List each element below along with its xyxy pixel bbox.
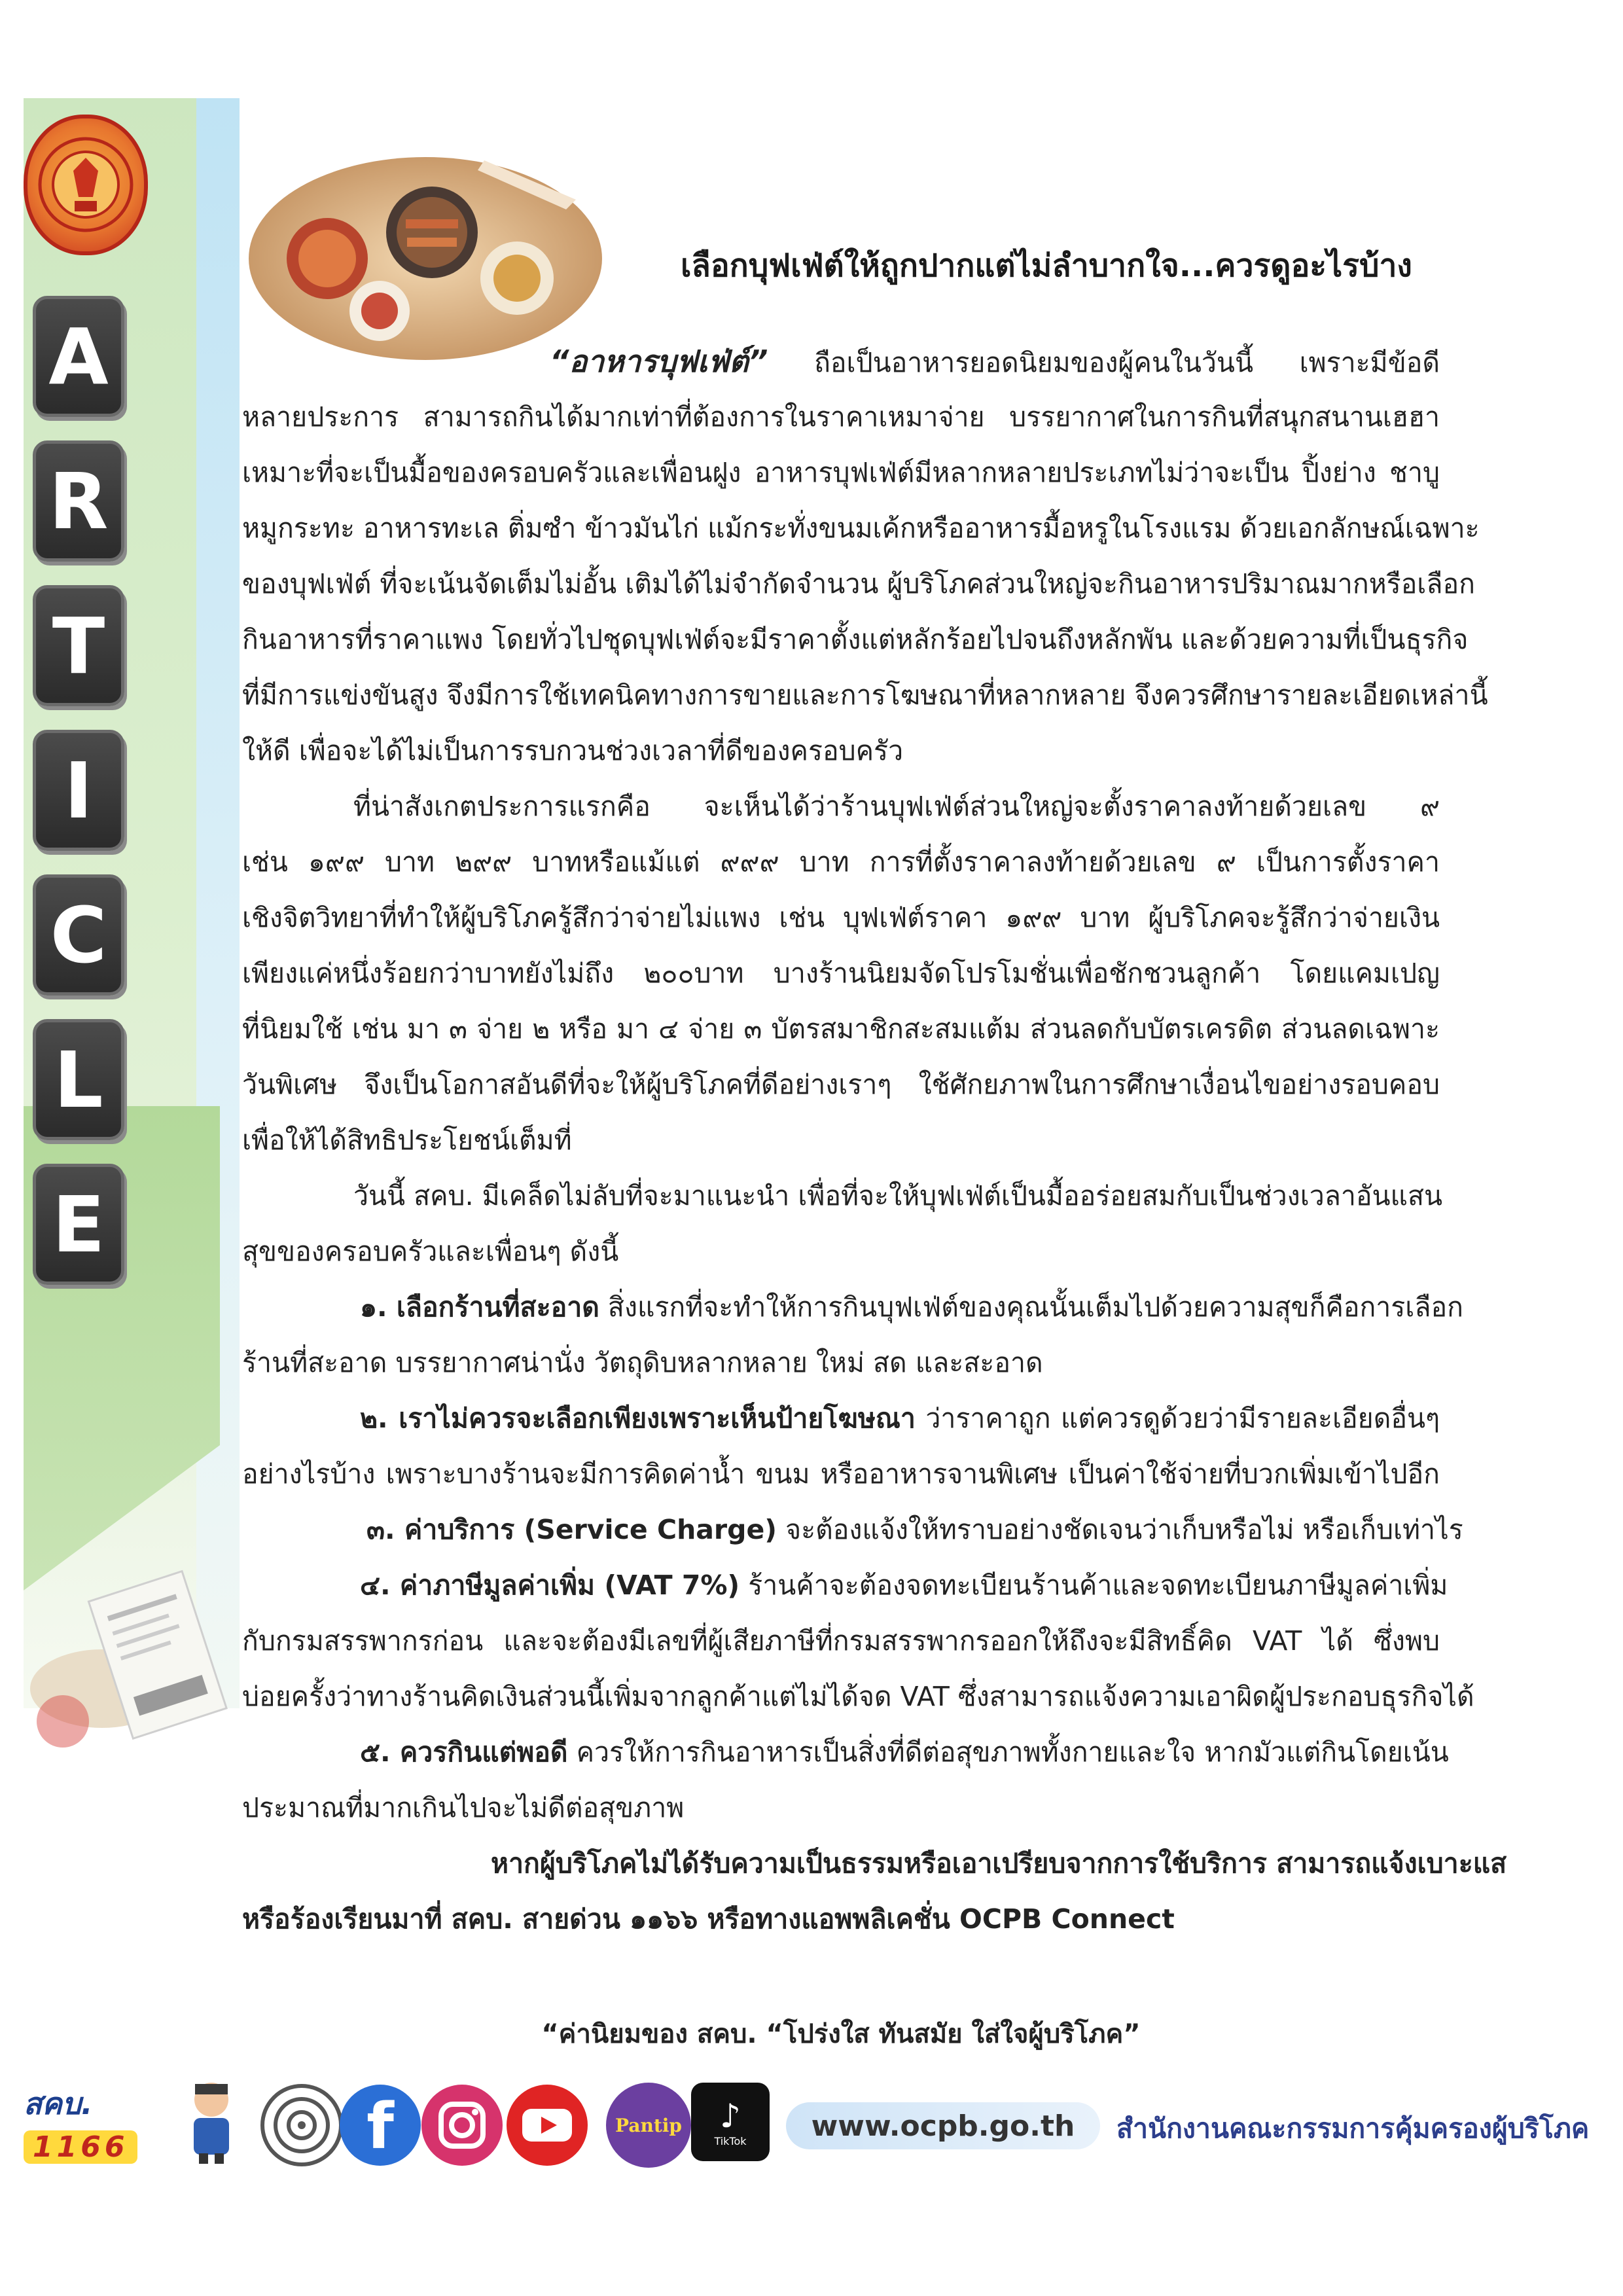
tip-text: ว่าราคาถูก แต่ควรดูด้วยว่ามีรายละเอียดอื่นๆ [915, 1403, 1440, 1434]
intro-first-line: ถือเป็นอาหารยอดนิยมของผู้คนในวันนี้ เพราะมีข้อดี [768, 347, 1440, 378]
tip-line: บ่อยครั้งว่าทางร้านคิดเงินส่วนนี้เพิ่มจากลูกค้าแต่ไม่ได้จด VAT ซึ่งสามารถแจ้งความเอาผิดผู้ประกอบธุรกิจได้ [242, 1681, 1474, 1712]
closing-line: หรือร้องเรียนมาที่ สคบ. สายด่วน ๑๑๖๖ หรือทางแอพพลิเคชั่น OCPB Connect [242, 1903, 1175, 1935]
article-body [242, 334, 1507, 1947]
para3-line: สุขของครอบครัวและเพื่อนๆ ดังนี้ [242, 1236, 619, 1267]
tiktok-label: TikTok [714, 2134, 747, 2147]
intro-line [242, 334, 1440, 389]
banner-letter: T [33, 585, 124, 706]
para2-line: ที่น่าสังเกตประการแรกคือ จะเห็นได้ว่าร้านบุฟเฟ่ต์ส่วนใหญ่จะตั้งราคาลงท้ายด้วยเลข ๙ [353, 791, 1440, 822]
intro-line: กินอาหารที่ราคาแพง โดยทั่วไปชุดบุฟเฟ่ต์จะมีราคาตั้งแต่หลักร้อยไปจนถึงหลักพัน และด้วยความที่เป็นธุรกิจ [242, 624, 1469, 655]
intro-line: ของบุฟเฟ่ต์ ที่จะเน้นจัดเต็มไม่อั้น เติมได้ไม่จำกัดจำนวน ผู้บริโภคส่วนใหญ่จะกินอาหารปริมาณมากหรือเลือก [242, 568, 1475, 600]
ocpb-connect-icon[interactable] [259, 2083, 344, 2168]
para3-line: วันนี้ สคบ. มีเคล็ดไม่ลับที่จะมาแนะนำ เพื่อที่จะให้บุฟเฟ่ต์เป็นมื้ออร่อยสมกับเป็นช่วงเวลาอันแสน [353, 1180, 1443, 1211]
tip-text: ควรให้การกินอาหารเป็นสิ่งที่ดีต่อสุขภาพทั้งกายและใจ หากมัวแต่กินโดยเน้น [567, 1736, 1449, 1768]
para2-line: เชิงจิตวิทยาที่ทำให้ผู้บริโภครู้สึกว่าจ่ายไม่แพง เช่น บุฟเฟ่ต์ราคา ๑๙๙ บาท ผู้บริโภคจะรู้สึกว่าจ่ายเงิน [242, 902, 1440, 933]
tip-line: ประมาณที่มากเกินไปจะไม่ดีต่อสุขภาพ [242, 1792, 685, 1823]
tiktok-glyph: ♪ [720, 2096, 741, 2135]
hotline-number: 1166 [24, 2130, 137, 2164]
intro-line: หมูกระทะ อาหารทะเล ติ่มซำ ข้าวมันไก่ แม้กระทั่งขนมเค้กหรืออาหารมื้อหรูในโรงแรม ด้วยเอกลักษณ์เฉพาะ [242, 512, 1480, 544]
para2-line: เช่น ๑๙๙ บาท ๒๙๙ บาทหรือแม้แต่ ๙๙๙ บาท การที่ตั้งราคาลงท้ายด้วยเลข ๙ เป็นการตั้งราคา [242, 846, 1440, 878]
receipt-photo [24, 1558, 246, 1754]
banner-letter: E [33, 1164, 124, 1285]
tip-heading: ๔. ค่าภาษีมูลค่าเพิ่ม (VAT 7%) [360, 1570, 740, 1601]
pantip-icon[interactable] [606, 2083, 691, 2168]
instagram-icon[interactable] [419, 2083, 505, 2168]
para2-line: วันพิเศษ จึงเป็นโอกาสอันดีที่จะให้ผู้บริโภคที่ดีอย่างเราๆ ใช้ศักยภาพในการศึกษาเงื่อนไขอย่างรอบคอบ [242, 1069, 1440, 1100]
tip-text: จะต้องแจ้งให้ทราบอย่างชัดเจนว่าเก็บหรือไม่ หรือเก็บเท่าไร [777, 1514, 1463, 1545]
tip-line [242, 1391, 1440, 1446]
tip-heading: ๒. เราไม่ควรจะเลือกเพียงเพราะเห็นป้ายโฆษณา [360, 1403, 916, 1434]
page-title: เลือกบุฟเฟ่ต์ให้ถูกปากแต่ไม่ลำบากใจ...ควรดูอะไรบ้าง [681, 247, 1412, 284]
para2-line: เพียงแค่หนึ่งร้อยกว่าบาทยังไม่ถึง ๒๐๐บาท บางร้านนิยมจัดโปรโมชั่นเพื่อชักชวนลูกค้า โดยแคมเปญ [242, 958, 1440, 989]
tip-line: ร้านที่สะอาด บรรยากาศน่านั่ง วัตถุดิบหลากหลาย ใหม่ สด และสะอาด [242, 1347, 1043, 1378]
intro-line: หลายประการ สามารถกินได้มากเท่าที่ต้องการในราคาเหมาจ่าย บรรยากาศในการกินที่สนุกสนานเฮฮา [242, 401, 1440, 433]
office-name: สำนักงานคณะกรรมการคุ้มครองผู้บริโภค [1116, 2113, 1590, 2144]
banner-letter: R [33, 440, 124, 562]
banner-letter: I [33, 730, 124, 851]
tip-line [242, 1725, 1449, 1780]
para2-line: เพื่อให้ได้สิทธิประโยชน์เต็มที่ [242, 1124, 572, 1156]
intro-line: ให้ดี เพื่อจะได้ไม่เป็นการรบกวนช่วงเวลาที่ดีของครอบครัว [242, 735, 904, 766]
banner-letter: C [33, 874, 124, 996]
intro-line: เหมาะที่จะเป็นมื้อของครอบครัวและเพื่อนฝูง อาหารบุฟเฟ่ต์มีหลากหลายประเภทไม่ว่าจะเป็น ปิ้งย่าง ชาบู [242, 457, 1440, 488]
youtube-icon[interactable] [505, 2083, 590, 2168]
tip-heading: ๓. ค่าบริการ (Service Charge) [366, 1514, 777, 1545]
banner-letter: L [33, 1019, 124, 1140]
tiktok-icon[interactable] [691, 2083, 770, 2161]
intro-line: ที่มีการแข่งขันสูง จึงมีการใช้เทคนิคทางการขายและการโฆษณาที่หลากหลาย จึงควรศึกษารายละเอียดเหล่านี้ [242, 679, 1488, 711]
tip-line: กับกรมสรรพากรก่อน และจะต้องมีเลขที่ผู้เสียภาษีที่กรมสรรพากรออกให้ถึงจะมีสิทธิ์คิด VAT ได้ ซึ่งพบ [242, 1625, 1440, 1657]
intro-emphasis: “อาหารบุฟเฟ่ต์” [550, 344, 768, 379]
website-url: www.ocpb.go.th [811, 2109, 1075, 2143]
article-banner-letters [33, 296, 131, 1308]
ocpb-slogan: “ค่านิยมของ สคบ. “โปร่งใส ทันสมัย ใส่ใจผู้บริโภค” [541, 2019, 1141, 2049]
footer-bar [24, 2075, 1607, 2173]
website-link[interactable] [786, 2102, 1100, 2149]
banner-letter: A [33, 296, 124, 417]
tip-line [242, 1280, 1463, 1335]
tip-text: ร้านค้าจะต้องจดทะเบียนร้านค้าและจดทะเบียนภาษีมูลค่าเพิ่ม [740, 1570, 1448, 1601]
buffet-food-photo [236, 147, 602, 363]
tip-heading: ๑. เลือกร้านที่สะอาด [360, 1291, 599, 1323]
pantip-label: Pantip [615, 2114, 682, 2136]
tip-heading: ๕. ควรกินแต่พอดี [360, 1736, 568, 1768]
mascot-icon [175, 2079, 247, 2164]
tip-line [242, 1558, 1448, 1613]
hotline-label: สคบ. [24, 2086, 93, 2121]
tip-line: อย่างไรบ้าง เพราะบางร้านจะมีการคิดค่าน้ำ ขนม หรืออาหารจานพิเศษ เป็นค่าใช้จ่ายที่บวกเพิ่มเข้าไปอีก [242, 1458, 1440, 1490]
banner-stripe [196, 98, 240, 1708]
para2-line: ที่นิยมใช้ เช่น มา ๓ จ่าย ๒ หรือ มา ๔ จ่าย ๓ บัตรสมาชิกสะสมแต้ม ส่วนลดกับบัตรเครดิต ส่วนลดเฉพาะ [242, 1013, 1440, 1045]
hotline-logo [24, 2080, 154, 2164]
tip-text: สิ่งแรกที่จะทำให้การกินบุฟเฟ่ต์ของคุณนั้นเต็มไปด้วยความสุขก็คือการเลือก [599, 1291, 1463, 1323]
svg-text:f: f [366, 2090, 394, 2163]
tip-line [242, 1502, 1463, 1558]
facebook-icon[interactable] [338, 2083, 423, 2168]
ocpb-seal-logo [24, 115, 148, 255]
closing-line: หากผู้บริโภคไม่ได้รับความเป็นธรรมหรือเอาเปรียบจากการใช้บริการ สามารถแจ้งเบาะแส [491, 1848, 1507, 1879]
